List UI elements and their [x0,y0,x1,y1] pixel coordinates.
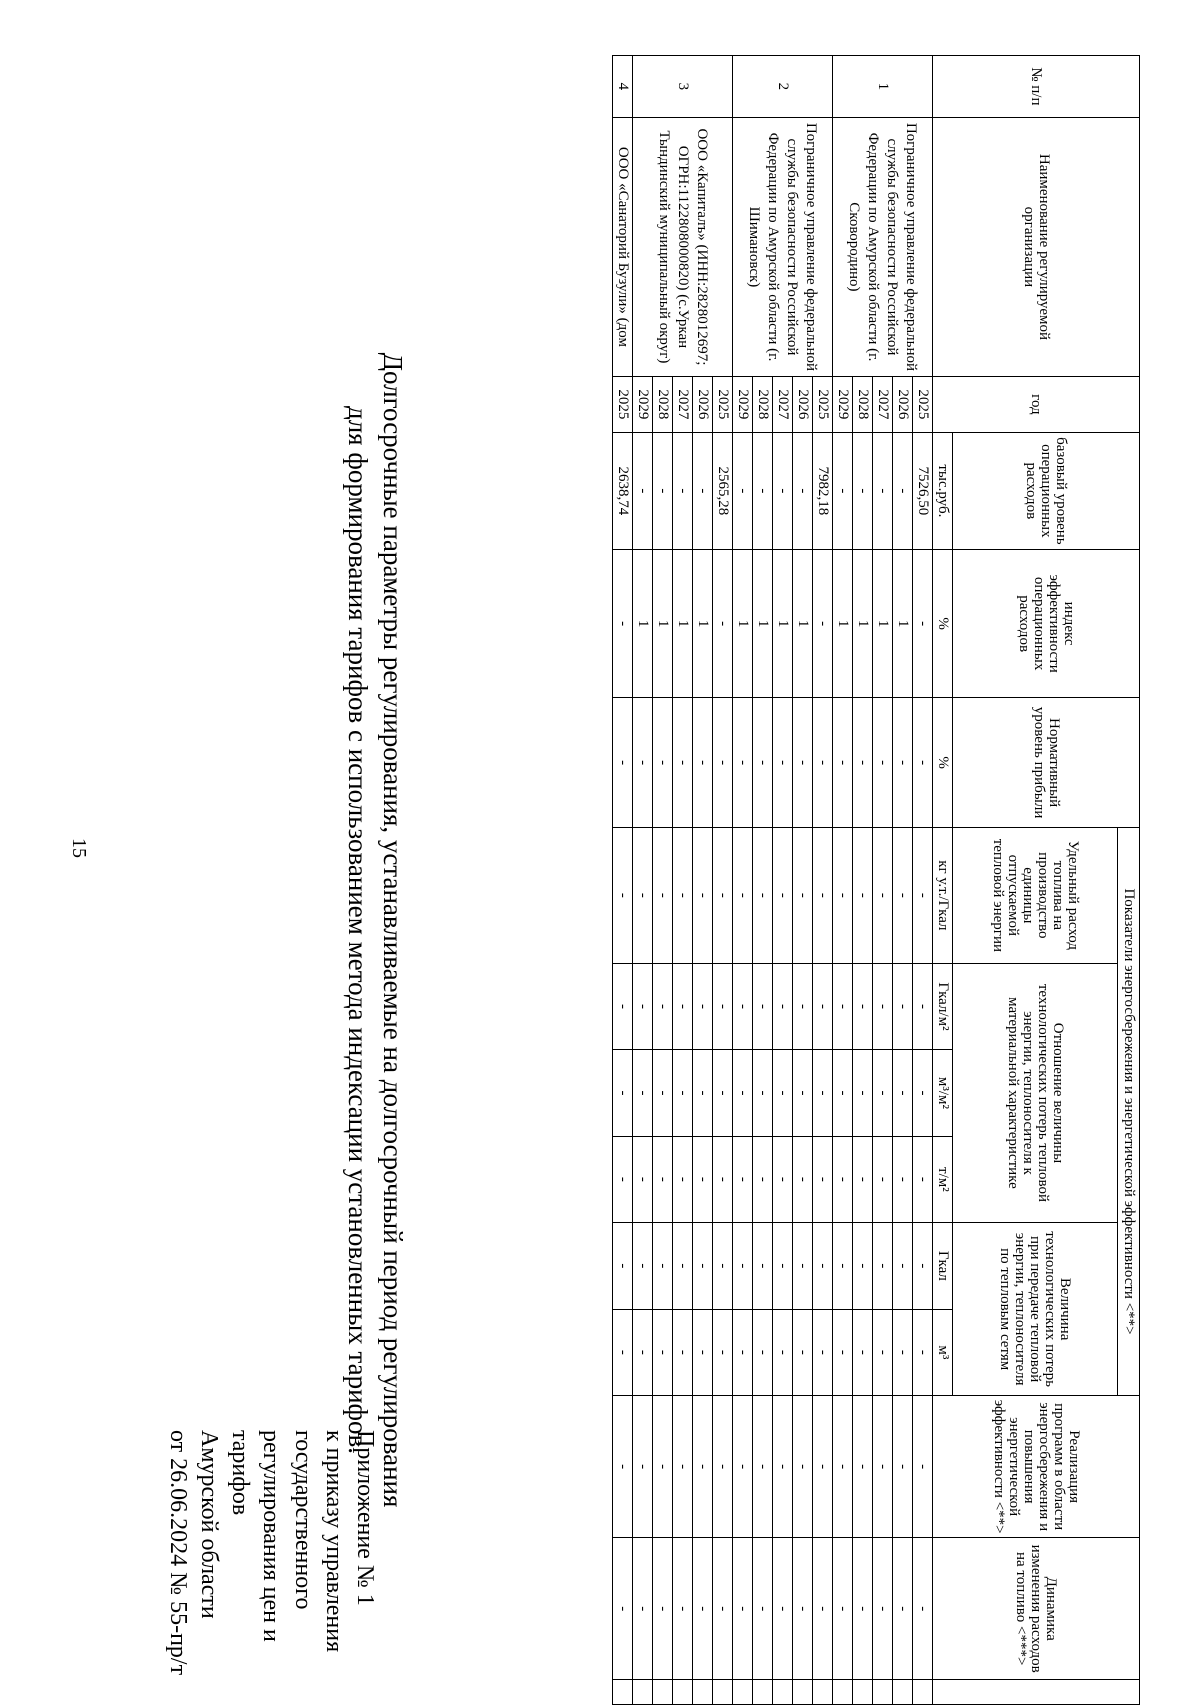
cell-fuel: - [913,827,933,963]
cell-prog: - [773,1396,793,1538]
cell-year: 2026 [693,377,713,433]
cell-lv2: - [773,1309,793,1396]
cell-dyn: - [793,1538,813,1680]
cell-lr2: - [673,1050,693,1136]
unit-profit-level: % [933,698,953,828]
cell-empty [853,1680,873,1705]
cell-lr2: - [713,1050,733,1136]
cell-index: 1 [873,550,893,698]
org-number: 2 [733,56,833,118]
header-org: Наименование регулируемой организации [933,117,1140,376]
cell-lr1: - [873,963,893,1049]
cell-lv2: - [893,1309,913,1396]
cell-lr3: - [613,1136,633,1222]
cell-lr2: - [833,1050,853,1136]
cell-empty [893,1680,913,1705]
cell-index: - [813,550,833,698]
org-number: 4 [613,56,633,118]
cell-lv1: - [693,1223,713,1309]
cell-lr3: - [633,1136,653,1222]
cell-lr3: - [913,1136,933,1222]
cell-empty [613,1680,633,1705]
cell-base: - [853,432,873,549]
cell-lr2: - [913,1050,933,1136]
cell-dyn: - [693,1538,713,1680]
cell-prog: - [633,1396,653,1538]
cell-base: - [693,432,713,549]
cell-dyn: - [673,1538,693,1680]
cell-prog: - [833,1396,853,1538]
cell-empty [913,1680,933,1705]
cell-fuel: - [613,827,633,963]
document-title: Долгосрочные параметры регулирования, устанавливаемые на долгосрочный период регулирования для формирования тарифов с использованием метода индексации установленных тарифов. [343,352,408,1508]
header-year: год [933,377,1140,433]
cell-profit: - [653,698,673,828]
cell-dyn: - [873,1538,893,1680]
cell-lr3: - [873,1136,893,1222]
unit-loss-ratio-t: т/м² [933,1136,953,1222]
cell-base: - [753,432,773,549]
cell-index: 1 [653,550,673,698]
cell-lr2: - [633,1050,653,1136]
cell-base: - [873,432,893,549]
cell-prog: - [753,1396,773,1538]
cell-year: 2029 [733,377,753,433]
cell-empty [833,1680,853,1705]
cell-base: 7526,50 [913,432,933,549]
cell-year: 2028 [653,377,673,433]
cell-dyn: - [613,1538,633,1680]
cell-lr1: - [713,963,733,1049]
header-fuel-dynamics: Динамика изменения расходов на топливо <***> [933,1538,1140,1680]
cell-empty [873,1680,893,1705]
cell-lv1: - [813,1223,833,1309]
unit-loss-value-gcal: Гкал [933,1223,953,1309]
cell-lv2: - [793,1309,813,1396]
cell-lr2: - [893,1050,913,1136]
cell-lr1: - [733,963,753,1049]
cell-lr3: - [833,1136,853,1222]
cell-lv2: - [653,1309,673,1396]
cell-dyn: - [753,1538,773,1680]
cell-profit: - [853,698,873,828]
cell-lr1: - [913,963,933,1049]
cell-prog: - [813,1396,833,1538]
cell-prog: - [613,1396,633,1538]
cell-lr3: - [853,1136,873,1222]
cell-profit: - [833,698,853,828]
cell-lv1: - [753,1223,773,1309]
cell-lv1: - [673,1223,693,1309]
org-name: Пограничное управление федеральной службы безопасности Российской Федерации по Амурской области (г. Сковородино) [833,117,933,376]
cell-lv1: - [773,1223,793,1309]
cell-lr3: - [653,1136,673,1222]
cell-prog: - [913,1396,933,1538]
cell-lr1: - [673,963,693,1049]
cell-base: - [653,432,673,549]
cell-year: 2026 [893,377,913,433]
cell-lr1: - [633,963,653,1049]
regulation-parameters-table [612,55,1140,1705]
cell-prog: - [893,1396,913,1538]
cell-empty [693,1680,713,1705]
table-row [713,56,733,1705]
cell-profit: - [773,698,793,828]
cell-lr3: - [673,1136,693,1222]
cell-empty [713,1680,733,1705]
cell-empty [653,1680,673,1705]
cell-lr2: - [773,1050,793,1136]
header-base-level: базовый уровень операционных расходов [953,432,1140,549]
cell-profit: - [793,698,813,828]
page-number: 15 [68,838,90,858]
cell-lv2: - [613,1309,633,1396]
cell-lv1: - [833,1223,853,1309]
cell-lr3: - [753,1136,773,1222]
cell-lv1: - [893,1223,913,1309]
cell-fuel: - [653,827,673,963]
cell-fuel: - [773,827,793,963]
cell-fuel: - [673,827,693,963]
org-name: Пограничное управление федеральной службы безопасности Российской Федерации по Амурской области (г. Шимановск) [733,117,833,376]
cell-year: 2028 [853,377,873,433]
cell-fuel: - [753,827,773,963]
cell-lr3: - [793,1136,813,1222]
cell-dyn: - [893,1538,913,1680]
cell-lr3: - [733,1136,753,1222]
cell-prog: - [793,1396,813,1538]
cell-year: 2027 [873,377,893,433]
cell-index: 1 [693,550,713,698]
cell-year: 2027 [673,377,693,433]
cell-dyn: - [853,1538,873,1680]
cell-index: 1 [893,550,913,698]
cell-lr1: - [793,963,813,1049]
cell-lr1: - [693,963,713,1049]
cell-lr2: - [813,1050,833,1136]
cell-base: - [633,432,653,549]
cell-lv1: - [733,1223,753,1309]
unit-loss-ratio-m3: м³/м² [933,1050,953,1136]
cell-prog: - [673,1396,693,1538]
cell-empty [773,1680,793,1705]
cell-lv1: - [793,1223,813,1309]
cell-lv2: - [633,1309,653,1396]
header-empty [933,1680,1140,1705]
cell-profit: - [673,698,693,828]
cell-empty [813,1680,833,1705]
cell-lr3: - [893,1136,913,1222]
cell-lv1: - [873,1223,893,1309]
cell-lr1: - [773,963,793,1049]
cell-lr2: - [753,1050,773,1136]
cell-lv1: - [913,1223,933,1309]
cell-empty [793,1680,813,1705]
cell-base: 7982,18 [813,432,833,549]
cell-profit: - [693,698,713,828]
cell-year: 2026 [793,377,813,433]
cell-year: 2025 [613,377,633,433]
cell-year: 2025 [713,377,733,433]
cell-index: - [613,550,633,698]
cell-profit: - [613,698,633,828]
cell-profit: - [733,698,753,828]
table-row [913,56,933,1705]
cell-lr1: - [813,963,833,1049]
cell-prog: - [733,1396,753,1538]
cell-index: - [913,550,933,698]
cell-index: - [713,550,733,698]
cell-year: 2025 [813,377,833,433]
cell-fuel: - [633,827,653,963]
header-programs: Реализация программ в области энергосбережения и повышения энергетической эффективности <**> [933,1396,1140,1538]
org-number: 3 [633,56,733,118]
cell-lr3: - [693,1136,713,1222]
cell-lv1: - [633,1223,653,1309]
cell-base: - [793,432,813,549]
unit-loss-ratio-gcal: Гкал/м² [933,963,953,1049]
cell-index: 1 [793,550,813,698]
cell-fuel: - [853,827,873,963]
table-row [813,56,833,1705]
header-efficiency-index: индекс эффективности операционных расходов [953,550,1140,698]
cell-year: 2027 [773,377,793,433]
cell-year: 2029 [833,377,853,433]
cell-fuel: - [733,827,753,963]
header-loss-value: Величина технологических потерь при передаче тепловой энергии, теплоносителя по тепловым сетям [953,1223,1118,1396]
cell-fuel: - [873,827,893,963]
unit-loss-value-m3: м³ [933,1309,953,1396]
cell-base: - [833,432,853,549]
cell-prog: - [713,1396,733,1538]
cell-year: 2025 [913,377,933,433]
header-number: № п/п [933,56,1140,118]
cell-lr2: - [733,1050,753,1136]
cell-lv1: - [713,1223,733,1309]
org-name: ООО «Санаторий Бузули» (дом [613,117,633,376]
cell-base: - [893,432,913,549]
table-body [613,56,933,1705]
cell-empty [733,1680,753,1705]
cell-index: 1 [853,550,873,698]
cell-base: - [733,432,753,549]
cell-lr3: - [813,1136,833,1222]
cell-lr1: - [853,963,873,1049]
cell-prog: - [693,1396,713,1538]
cell-base: 2565,28 [713,432,733,549]
cell-profit: - [893,698,913,828]
cell-fuel: - [833,827,853,963]
org-name: ООО «Капиталъ» (ИНН:2828012697; ОГРН:1122808000820) (с.Уркан Тындинский муниципальный округ) [633,117,733,376]
org-number: 1 [833,56,933,118]
cell-lr2: - [853,1050,873,1136]
cell-lv1: - [653,1223,673,1309]
cell-lr1: - [893,963,913,1049]
cell-index: 1 [673,550,693,698]
cell-lr1: - [833,963,853,1049]
cell-dyn: - [633,1538,653,1680]
cell-lr2: - [653,1050,673,1136]
cell-fuel: - [693,827,713,963]
cell-lv1: - [853,1223,873,1309]
cell-lr2: - [693,1050,713,1136]
cell-fuel: - [893,827,913,963]
cell-profit: - [813,698,833,828]
header-profit-level: Нормативный уровень прибыли [953,698,1140,828]
cell-empty [753,1680,773,1705]
unit-base-level: тыс.руб. [933,432,953,549]
cell-fuel: - [793,827,813,963]
cell-dyn: - [653,1538,673,1680]
cell-profit: - [913,698,933,828]
table-row [613,56,633,1705]
cell-index: 1 [773,550,793,698]
cell-dyn: - [713,1538,733,1680]
cell-lr3: - [773,1136,793,1222]
cell-lr3: - [713,1136,733,1222]
cell-index: 1 [633,550,653,698]
unit-fuel-rate: кг у.т./Гкал [933,827,953,963]
cell-base: - [673,432,693,549]
cell-dyn: - [733,1538,753,1680]
unit-efficiency-index: % [933,550,953,698]
cell-lr1: - [613,963,633,1049]
cell-lv2: - [733,1309,753,1396]
cell-lr2: - [613,1050,633,1136]
header-loss-ratio: Отношение величины технологических потерь тепловой энергии, теплоносителя к материальной характеристике [953,963,1118,1222]
cell-lv2: - [673,1309,693,1396]
cell-profit: - [873,698,893,828]
cell-year: 2029 [633,377,653,433]
appendix-reference: Приложение № 1 к приказу управления государственного регулирования цен и тарифов Амурской области от 26.06.2024 № 55-пр/т [164,1430,378,1676]
cell-prog: - [873,1396,893,1538]
cell-lr2: - [793,1050,813,1136]
header-energy-group: Показатели энергосбережения и энергетической эффективности <**> [1118,827,1140,1395]
cell-lv2: - [713,1309,733,1396]
cell-dyn: - [833,1538,853,1680]
cell-base: - [773,432,793,549]
cell-prog: - [853,1396,873,1538]
cell-base: 2638,74 [613,432,633,549]
cell-lr1: - [653,963,673,1049]
cell-lv2: - [853,1309,873,1396]
cell-lv2: - [813,1309,833,1396]
cell-prog: - [653,1396,673,1538]
cell-fuel: - [713,827,733,963]
cell-fuel: - [813,827,833,963]
cell-dyn: - [813,1538,833,1680]
cell-dyn: - [773,1538,793,1680]
cell-lv2: - [753,1309,773,1396]
cell-profit: - [713,698,733,828]
cell-lr1: - [753,963,773,1049]
cell-lv2: - [913,1309,933,1396]
header-fuel-rate: Удельный расход топлива на производство единицы отпускаемой тепловой энергии [953,827,1118,963]
cell-lv2: - [873,1309,893,1396]
cell-index: 1 [833,550,853,698]
cell-lv2: - [833,1309,853,1396]
cell-profit: - [753,698,773,828]
cell-empty [673,1680,693,1705]
cell-profit: - [633,698,653,828]
cell-index: 1 [753,550,773,698]
cell-lv2: - [693,1309,713,1396]
cell-lv1: - [613,1223,633,1309]
cell-empty [633,1680,653,1705]
cell-year: 2028 [753,377,773,433]
cell-dyn: - [913,1538,933,1680]
cell-index: 1 [733,550,753,698]
cell-lr2: - [873,1050,893,1136]
